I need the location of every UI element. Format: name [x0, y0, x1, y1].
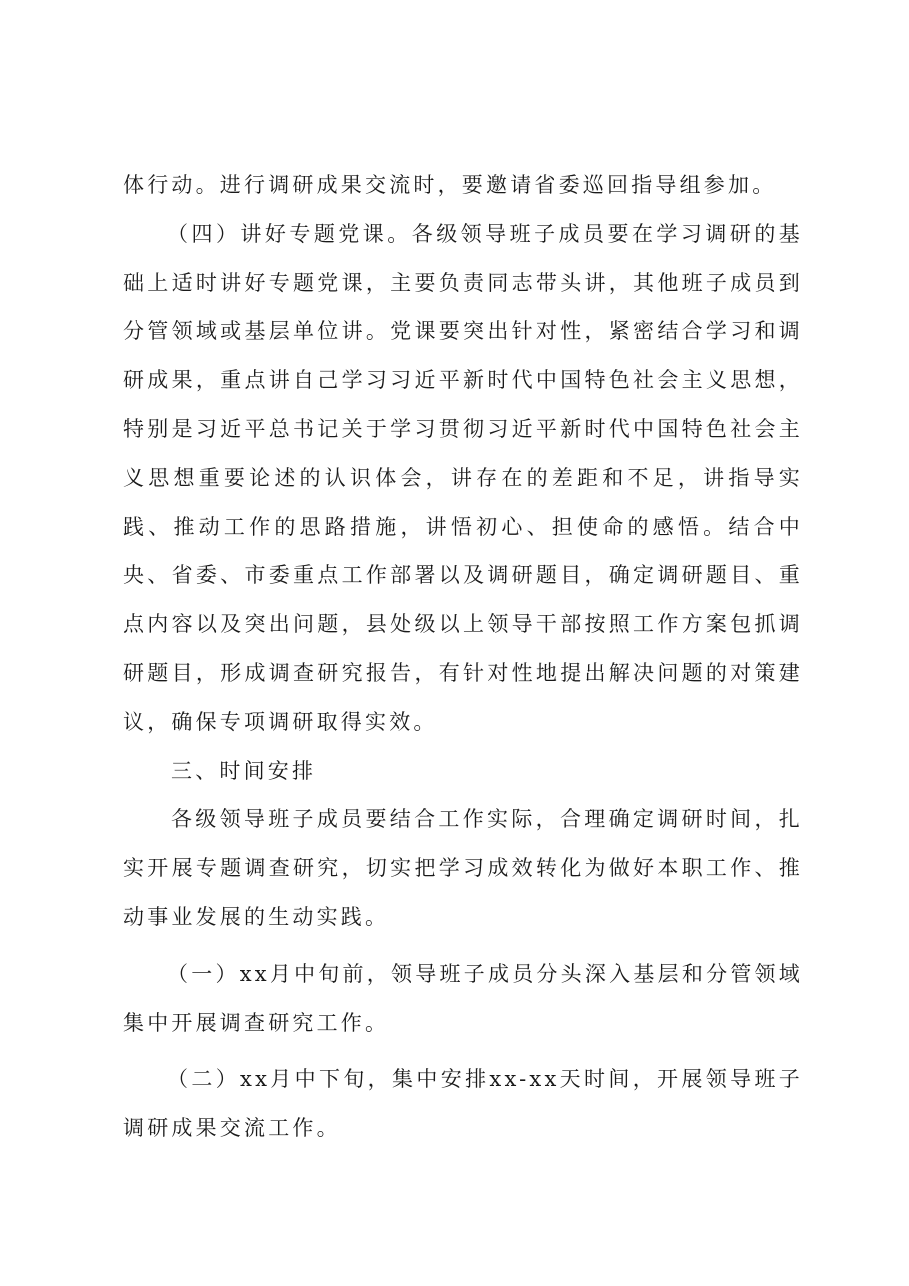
paragraph-continuation: 体行动。进行调研成果交流时，要邀请省委巡回指导组参加。: [123, 173, 777, 197]
paragraph-time-intro: 各级领导班子成员要结合工作实际，合理确定调研时间，扎实开展专题调查研究，切实把学习成效转化为做好本职工作、推动事业发展的生动实践。: [123, 807, 803, 929]
paragraph-time-item-2: （二）xx月中下旬，集中安排xx-xx天时间，开展领导班子调研成果交流工作。: [123, 1067, 803, 1141]
paragraph-time-item-1: （一）xx月中旬前，领导班子成员分头深入基层和分管领域集中开展调查研究工作。: [123, 961, 803, 1035]
paragraph-section-4: （四）讲好专题党课。各级领导班子成员要在学习调研的基础上适时讲好专题党课，主要负责同志带头讲，其他班子成员到分管领域或基层单位讲。党课要突出针对性，紧密结合学习和调研成果，重点讲自己学习习近平新时代中国特色社会主义思想，特别是习近平总书记关于学习贯彻习近平新时代中国特色社会主义思想重要论述的认识体会，讲存在的差距和不足，讲指导实践、推动工作的思路措施，讲悟初心、担使命的感悟。结合中央、省委、市委重点工作部署以及调研题目，确定调研题目、重点内容以及突出问题，县处级以上领导干部按照工作方案包抓调研题目，形成调查研究报告，有针对性地提出解决问题的对策建议，确保专项调研取得实效。: [123, 221, 803, 734]
document-body: [123, 161, 803, 1153]
section-heading-time-arrangement: 三、时间安排: [171, 758, 317, 783]
